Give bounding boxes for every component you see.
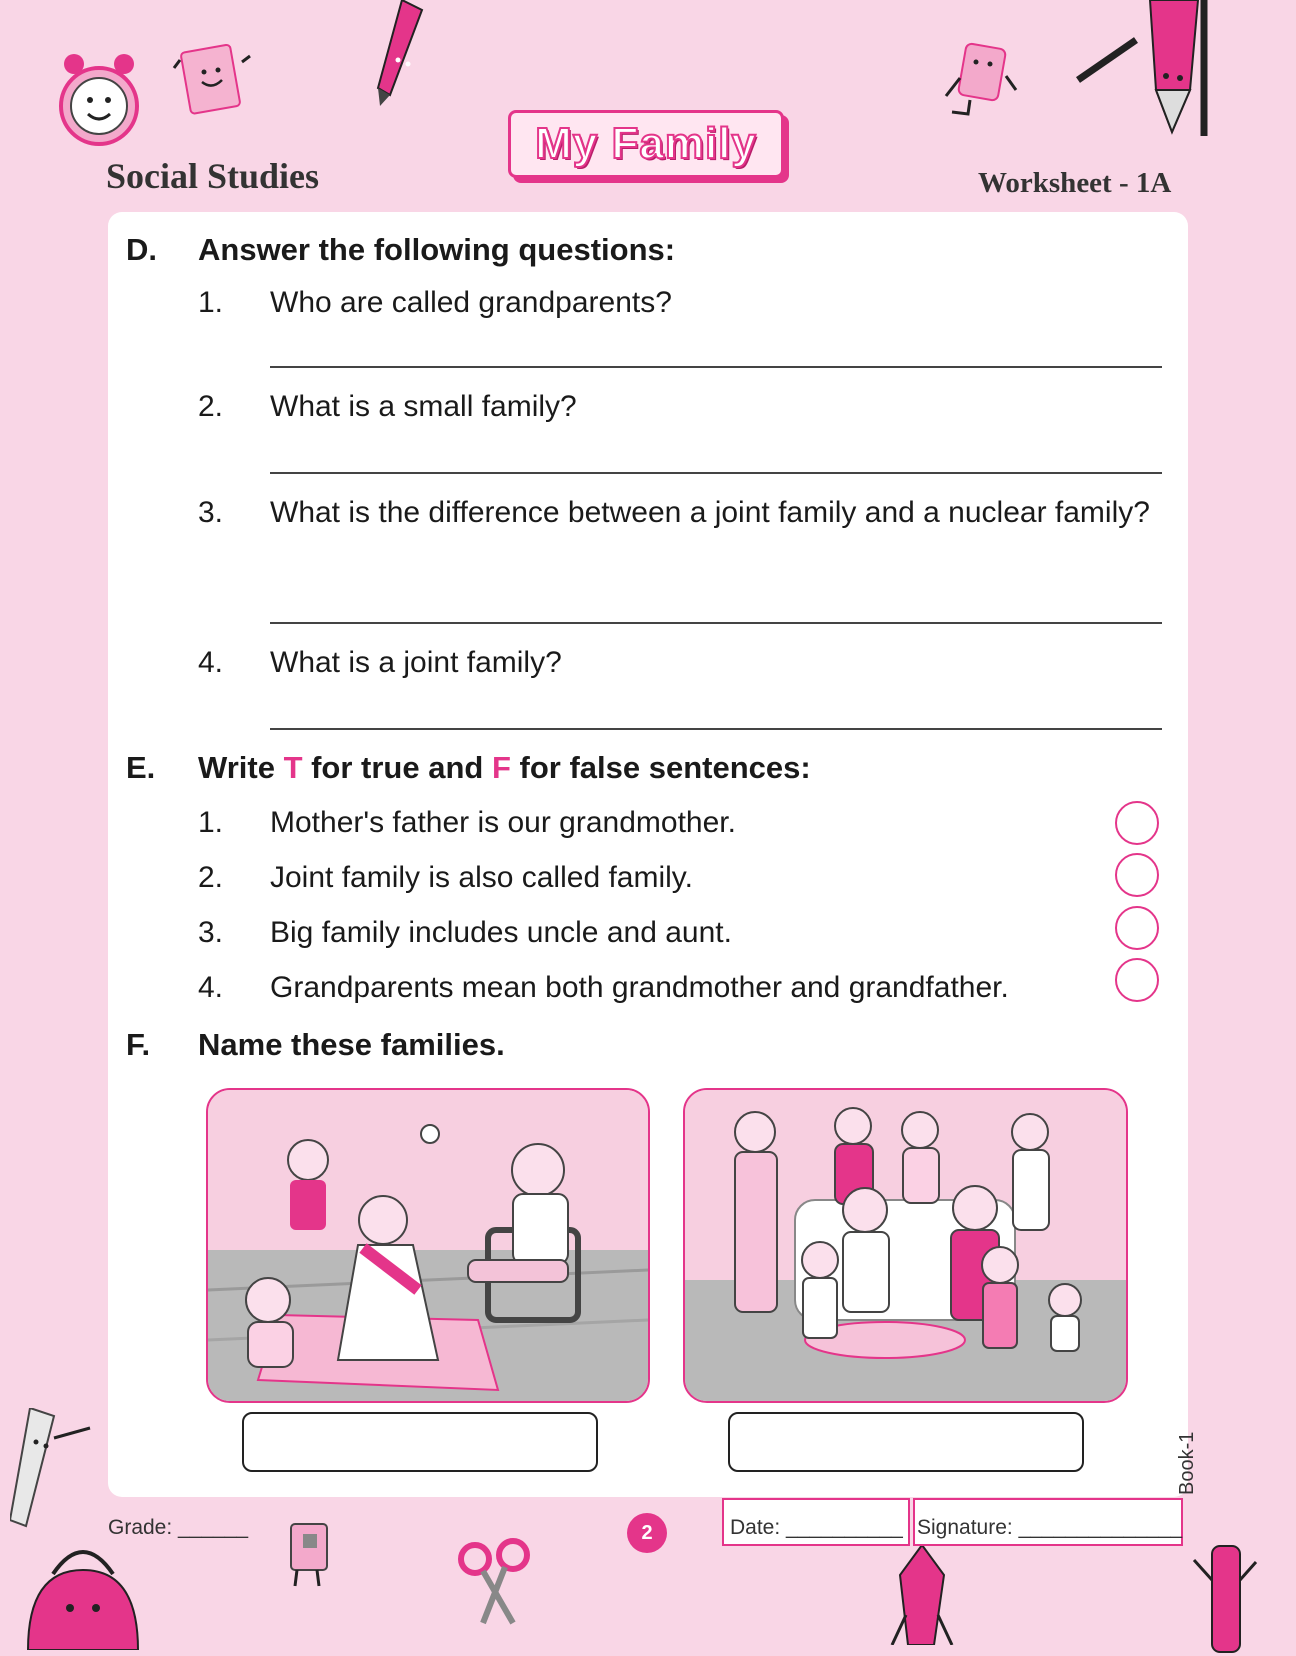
section-e-title-part: for false sentences: — [510, 750, 811, 785]
statement-text: Mother's father is our grandmother. — [270, 806, 736, 839]
answer-line[interactable] — [270, 366, 1162, 368]
true-marker: T — [283, 750, 303, 785]
eraser-icon — [940, 38, 1020, 118]
answer-circle[interactable] — [1115, 906, 1159, 950]
date-field[interactable]: Date: __________ — [730, 1516, 903, 1539]
section-e-title-part: Write — [198, 750, 284, 785]
statement-text: Grandparents mean both grandmother and grandfather. — [270, 971, 1009, 1004]
book-label: Book-1 — [1176, 1431, 1198, 1495]
answer-line[interactable] — [270, 728, 1162, 730]
pen-character-icon — [1190, 1540, 1260, 1656]
section-e-letter: E. — [126, 750, 156, 785]
question-number: 2. — [198, 390, 224, 423]
joint-family-name-box[interactable] — [728, 1412, 1084, 1472]
statement-number: 4. — [198, 971, 224, 1004]
question-number: 4. — [198, 646, 224, 679]
pencil-character-icon — [882, 1545, 962, 1645]
question-text: Who are called grandparents? — [270, 286, 672, 319]
statement-number: 3. — [198, 916, 224, 949]
joint-family-illustration — [683, 1088, 1128, 1403]
statement-text: Joint family is also called family. — [270, 861, 693, 894]
question-text: What is a joint family? — [270, 646, 562, 679]
section-e-title — [198, 750, 811, 786]
statement-number: 1. — [198, 806, 224, 839]
worksheet-number: Worksheet - 1A — [978, 167, 1172, 199]
grade-field[interactable]: Grade: ______ — [108, 1516, 249, 1539]
question-number: 3. — [198, 496, 224, 529]
answer-circle[interactable] — [1115, 853, 1159, 897]
pencil-character-icon — [1070, 0, 1230, 140]
statement-number: 2. — [198, 861, 224, 894]
statement-text: Big family includes uncle and aunt. — [270, 916, 732, 949]
false-marker: F — [491, 750, 511, 785]
ruler-icon — [10, 1408, 100, 1528]
sharpener-icon — [283, 1520, 343, 1590]
pencil-icon — [372, 0, 432, 110]
notepad-icon — [172, 42, 252, 122]
section-f-letter: F. — [126, 1027, 151, 1062]
page-title: My Family — [508, 110, 784, 178]
subject-label: Social Studies — [106, 156, 320, 196]
section-d-letter: D. — [126, 232, 157, 267]
answer-line[interactable] — [270, 472, 1162, 474]
section-e-title-part: for true and — [302, 750, 492, 785]
question-text: What is a small family? — [270, 390, 577, 423]
bag-icon — [18, 1530, 148, 1650]
answer-circle[interactable] — [1115, 801, 1159, 845]
answer-line[interactable] — [270, 622, 1162, 624]
family-scene-icon — [208, 1090, 648, 1401]
small-family-name-box[interactable] — [242, 1412, 598, 1472]
family-scene-icon — [685, 1090, 1126, 1401]
section-d-title: Answer the following questions: — [198, 232, 676, 267]
alarm-clock-icon — [52, 48, 147, 158]
page-number: 2 — [627, 1513, 667, 1553]
question-text: What is the difference between a joint family and a nuclear family? — [270, 496, 1150, 529]
answer-circle[interactable] — [1115, 958, 1159, 1002]
section-f-title: Name these families. — [198, 1027, 505, 1062]
scissors-icon — [455, 1535, 535, 1625]
question-number: 1. — [198, 286, 224, 319]
small-family-illustration — [206, 1088, 650, 1403]
signature-field[interactable]: Signature: ______________ — [917, 1516, 1183, 1539]
